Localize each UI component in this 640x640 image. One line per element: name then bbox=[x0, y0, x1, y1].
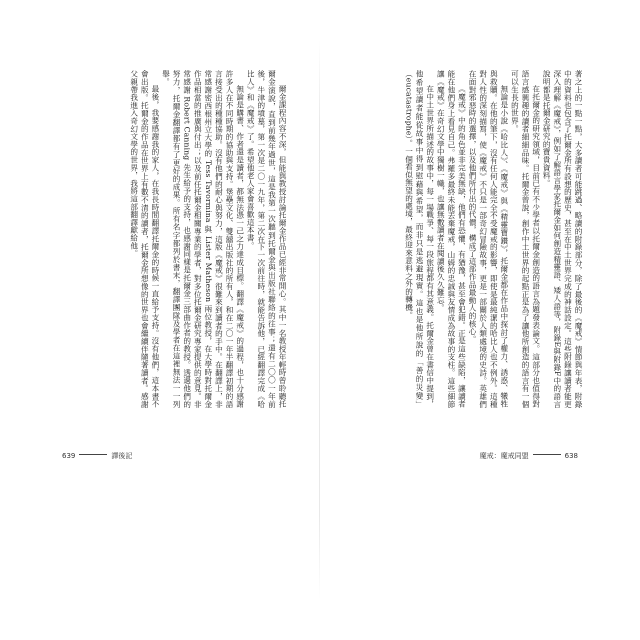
left-page-text bbox=[55, 70, 287, 408]
paragraph: 無論是購書、作者還是讀者，都無法憑一己之力達成目標。翻譯《魔戒》的過程，也十分感謝許多人在不同時期的協助與支持。堡壘文化、雙囍出版社的所有人，和在二〇一年半翻譯初期的語言接受出的種種協助。沒有他們的耐心與努力，這版《魔戒》很難來到讀者的手中。在翻譯上，非常感謝密西根州立大學的 Tess Tavormina 與 Lister Matheson 兩位教授，在大學時對托爾金作品相當的推廣與付出；以及前任托爾金相關專業的學者，對多位托爾金研究專家提供的意見。非常感謝 Robert Canning 先生給予的支持，也感謝同樣是托爾金三部曲作者的教授。透過他們的努力，托爾金翻譯都有了更好的成果。所有名字都列於書末，翻譯團隊及學者在這裡無法一一列舉。 bbox=[161, 70, 245, 408]
footer-rule bbox=[79, 454, 107, 455]
running-head: 譯後記 bbox=[111, 452, 133, 460]
paragraph: 著之上的一點一點，大多讀者可能跳過、略讀的附錄部分，除了最後的《魔戒》情節與年表，附錄中的資料也包含了托爾金所有設想的歷史，甚至在中土世界完成的神話設定。這些附錄讓讀者能更深入理解《魔戒》，例如了解語言學家托爾金如何創造精靈語、矮人語等，附錄E與附錄F中的語言說明都是托爾金研究的寶貴資料。 bbox=[542, 70, 583, 408]
right-page-footer bbox=[480, 451, 578, 461]
paragraph: 在中土世界所描述的故事中，每一場戰爭、每一段旅程都有其意義。托爾金曾在書信中提到，他希望讀者能從故事中得到慰藉與希望，而非只是逃避現實。這也是他所說的「善的災變」（eucatastrophe）。一個看似無望的處境，最終迎來意料之外的轉機。 bbox=[404, 70, 435, 408]
footer-rule bbox=[533, 454, 561, 455]
running-head: 魔戒：魔戒同盟 bbox=[479, 452, 529, 460]
left-page-footer bbox=[62, 451, 132, 461]
page-number: 639 bbox=[62, 452, 76, 460]
paragraph: 無論是小說《哈比人》、《魔戒》與《精靈寶鑽》，托爾金都在作品中探討了權力、誘惑、犧牲與救贖。在他的筆下，沒有任何人能完全不受魔戒的影響，即使是最純潔的哈比人也不例外。這種對人性的深刻描寫，使《魔戒》不只是一部奇幻冒險故事，更是一部關於人類處境的史詩。英雄們在面對邪惡時的選擇，以及他們所付出的代價，構成了這部作品最動人的核心。 bbox=[468, 70, 509, 408]
right-page bbox=[320, 0, 640, 640]
paragraph: 《魔戒》中的角色並非完美無缺，他們有恐懼、有猶豫，甚至會犯錯。正是這些缺陷，讓讀者能在他們身上看見自己。弗羅多最終未能丟棄魔戒，山姆的忠誠與友情成為故事的支柱。這些細節讓《魔戒》在奇幻文學中獨樹一幟，也讓無數讀者在閱讀後久久難忘。 bbox=[436, 70, 467, 408]
paragraph: 在托爾金的研究領域，目前已有不少學者以托爾金創造的語言為題發表論文。這部分也值得對語言感興趣的讀者細細品味。托爾金曾說，創作中土世界的起點正是為了讓他所創造的語言有一個可以生長的世界。 bbox=[510, 70, 541, 408]
paragraph: 爾金課程內容不深，但能與教授討論托爾金作品已經非常開心。其中一名教授年輕時曾聆聽托爾金演說，直到前幾年過世，這是我第一次聽到托爾金與出版社聯絡的往事；還有二〇〇一年前後，牛津的墳墓，第一次是二〇一九年，第二次在下一次前往時，就能告訴他，已經翻譯完成《哈比人》和《魔戒》了。希望他老人家會喜歡這本書。 bbox=[246, 70, 287, 408]
page-number: 638 bbox=[564, 452, 578, 460]
right-page-text bbox=[343, 70, 583, 408]
paragraph: 最後，我要感謝我的家人，在我長時間翻譯托爾金的時候一直給予支持。沒有他們，這本書不會出版。托爾金的作品在世界上有數不清的讀者，托爾金所想像的世界也會繼續伴隨著讀者。感謝父親帶我進入奇幻文學的世界，我將這部翻譯獻給他。 bbox=[129, 70, 160, 408]
